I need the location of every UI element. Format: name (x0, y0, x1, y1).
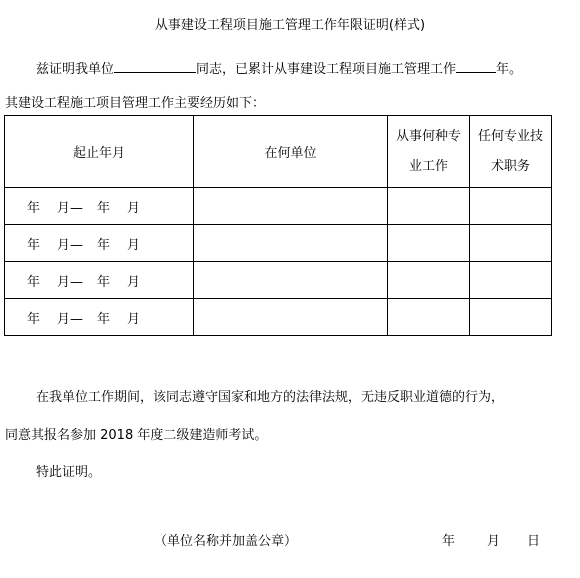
header-work-line1: 从事何种专 (395, 128, 461, 144)
name-blank (114, 60, 196, 73)
date-year: 年 (442, 534, 456, 549)
cert-suffix: 年。 (496, 62, 523, 77)
work-cell[interactable] (388, 188, 470, 225)
table-row (5, 299, 552, 336)
certification-sentence (36, 58, 522, 77)
work-cell[interactable] (388, 299, 470, 336)
work-cell[interactable] (388, 262, 470, 299)
intro-text: 其建设工程施工项目管理工作主要经历如下： (5, 96, 266, 111)
years-blank (456, 60, 496, 73)
table-header-row (5, 116, 552, 188)
period-cell: 年 月— 年 月 (5, 225, 194, 262)
date-month: 月 (487, 534, 501, 549)
title-cell[interactable] (470, 299, 552, 336)
cert-prefix: 兹证明我单位 (36, 62, 115, 77)
paragraph-conduct: 在我单位工作期间，该同志遵守国家和地方的法律法规，无违反职业道德的行为， (36, 390, 505, 405)
unit-cell[interactable] (194, 188, 388, 225)
header-title-line1: 任何专业技 (477, 128, 543, 144)
work-cell[interactable] (388, 225, 470, 262)
title-cell[interactable] (470, 188, 552, 225)
header-title (470, 116, 552, 188)
header-period: 起止年月 (5, 116, 194, 188)
header-work (388, 116, 470, 188)
period-cell: 年 月— 年 月 (5, 262, 194, 299)
header-work-line2: 业工作 (408, 158, 448, 174)
table-row (5, 188, 552, 225)
period-cell: 年 月— 年 月 (5, 299, 194, 336)
paragraph-approval: 同意其报名参加 2018 年度二级建造师考试。 (5, 428, 268, 443)
experience-table (4, 115, 552, 336)
date-day: 日 (527, 534, 541, 549)
document-title: 从事建设工程项目施工管理工作年限证明(样式) (154, 18, 426, 33)
unit-cell[interactable] (194, 225, 388, 262)
header-unit: 在何单位 (194, 116, 388, 188)
period-cell: 年 月— 年 月 (5, 188, 194, 225)
header-title-line2: 术职务 (490, 158, 530, 174)
date-line (442, 530, 540, 549)
unit-cell[interactable] (194, 262, 388, 299)
unit-cell[interactable] (194, 299, 388, 336)
cert-middle: 同志，已累计从事建设工程项目施工管理工作 (196, 62, 457, 77)
table-row (5, 262, 552, 299)
title-cell[interactable] (470, 225, 552, 262)
table-row (5, 225, 552, 262)
stamp-line: （单位名称并加盖公章） (154, 534, 298, 549)
paragraph-closing: 特此证明。 (36, 465, 102, 480)
title-cell[interactable] (470, 262, 552, 299)
